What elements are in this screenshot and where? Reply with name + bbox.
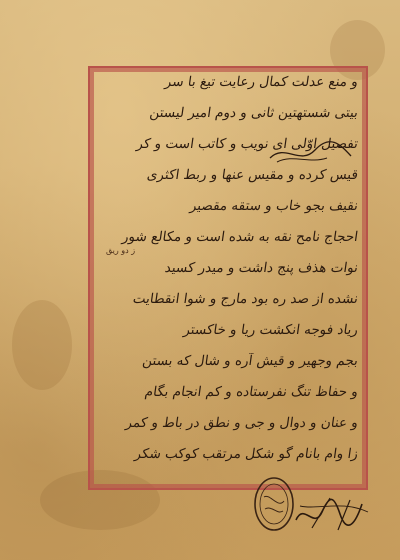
text-line-6: احجاج نامح نقه به شده است و مکالع شور bbox=[121, 229, 360, 245]
text-line-3: تفصیل اوّلی ای نویب و کاتب است و کر bbox=[135, 136, 360, 152]
seal-stamp bbox=[252, 475, 297, 533]
text-line-11: و حفاظ تنگ نفرستاده و کم انجام بگام bbox=[143, 384, 360, 400]
text-line-9: ریاد فوجه انکشت ریا و خاکستر bbox=[182, 322, 360, 338]
paper-stain bbox=[12, 300, 72, 390]
text-line-8: نشده از صد ره بود مارج و شوا انقطایت bbox=[131, 291, 360, 307]
text-line-2: بیتی شستهتین ثانی و دوم امیر لیستن bbox=[148, 105, 360, 121]
text-line-10: بجم وجهیر و قیش آره و شال که بستن bbox=[141, 353, 360, 369]
margin-note: ز دو ریق bbox=[106, 246, 136, 255]
text-line-4: قیس کرده و مقیس عنها و ربط اکثری bbox=[145, 167, 360, 183]
text-line-13: زا وام بانام گو شکل مرتقب کوکب شکر bbox=[133, 446, 360, 462]
signature bbox=[292, 490, 372, 535]
text-line-7: نوات هذف پنج داشت و میدر کسید bbox=[163, 260, 360, 276]
text-line-5: نقیف بجو خاب و ستقه مقصیر bbox=[188, 198, 360, 214]
text-line-12: و عنان و دوال و جی و نطق در باط و کمر bbox=[124, 415, 360, 431]
text-line-1: و منع عدلت کمال رعایت تیغ با سر bbox=[163, 74, 360, 90]
text-block bbox=[96, 74, 358, 480]
